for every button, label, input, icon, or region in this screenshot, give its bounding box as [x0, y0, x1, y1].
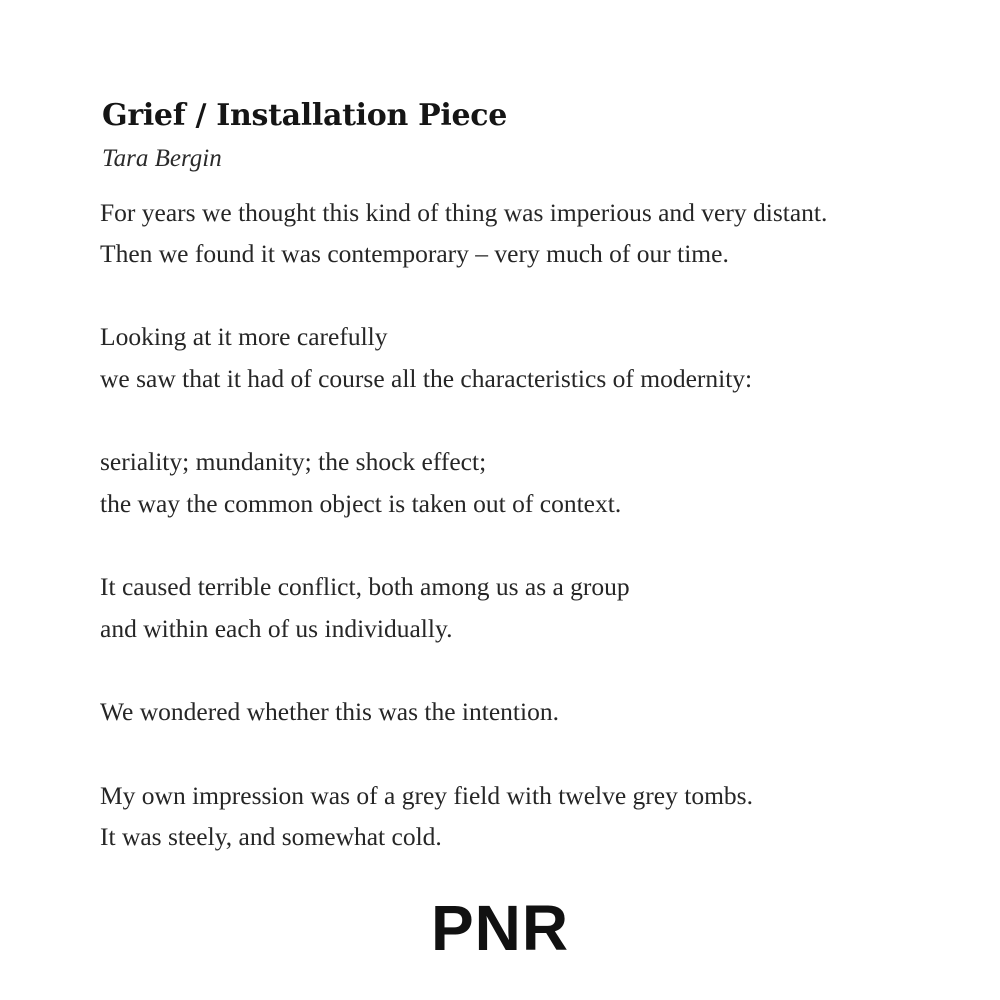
publisher-logo: PNR: [430, 892, 570, 964]
poem-line: It was steely, and somewhat cold.: [100, 822, 442, 851]
poem-line: My own impression was of a grey field with twelve grey tombs.: [100, 781, 753, 810]
poem-line: For years we thought this kind of thing was imperious and very distant.: [100, 198, 828, 227]
poem-body: [100, 0, 980, 900]
poem-line: we saw that it had of course all the characteristics of modernity:: [100, 364, 753, 393]
poem-line: the way the common object is taken out of context.: [100, 489, 622, 518]
poem-line: and within each of us individually.: [100, 614, 453, 643]
poem-line: Looking at it more carefully: [100, 322, 388, 351]
poem-author: Tara Bergin: [102, 145, 222, 172]
poem-line: We wondered whether this was the intention.: [100, 697, 559, 726]
poem-line: seriality; mundanity; the shock effect;: [100, 447, 487, 476]
poem-line: It caused terrible conflict, both among us as a group: [100, 572, 630, 601]
poem-title: Grief / Installation Piece: [102, 98, 508, 133]
poem-line: Then we found it was contemporary – very much of our time.: [100, 239, 729, 268]
